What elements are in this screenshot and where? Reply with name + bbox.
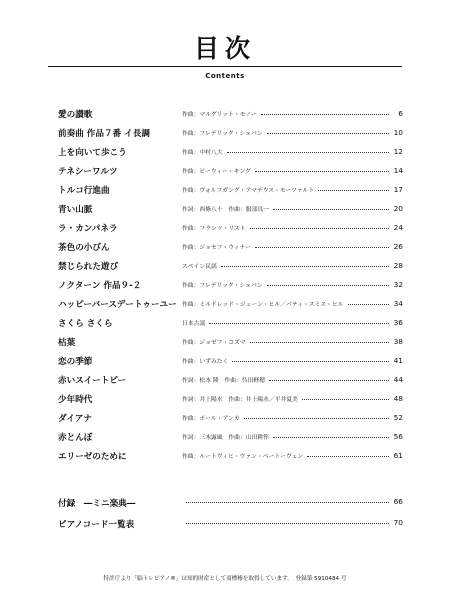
toc-entry	[58, 351, 403, 370]
trademark-notice: 特許庁より「脳トレピアノ®」は知的財産として商標権を取得しています。 登録第 5910484 号	[103, 576, 347, 582]
page-number: 10	[393, 128, 403, 137]
dot-leader	[269, 380, 389, 381]
page-number: 66	[393, 497, 403, 506]
toc-entry	[58, 446, 403, 465]
page-number: 38	[393, 337, 403, 346]
song-title: トルコ行進曲	[58, 185, 110, 196]
page-number: 48	[393, 394, 403, 403]
song-credit: 作詞：三木露風 作曲：山田耕筰	[182, 435, 269, 441]
song-credit: スペイン民謡	[182, 264, 217, 270]
song-credit: 作曲：ピーウィー・キング	[182, 169, 251, 175]
song-credit: 作曲：フランツ・リスト	[182, 226, 246, 232]
dot-leader	[186, 502, 389, 503]
song-title: 赤いスイートピー	[58, 375, 127, 386]
toc-entry	[58, 161, 403, 180]
dot-leader	[267, 285, 389, 286]
toc-entry	[58, 332, 403, 351]
song-title: 少年時代	[58, 394, 93, 405]
toc-entry	[58, 389, 403, 408]
song-title: ノクターン 作品９-２	[58, 280, 142, 291]
song-title: テネシーワルツ	[58, 166, 118, 177]
dot-leader	[273, 437, 389, 438]
page-number: 61	[393, 451, 403, 460]
toc-entry	[58, 294, 403, 313]
dot-leader	[273, 209, 389, 210]
dot-leader	[267, 133, 389, 134]
toc-entry	[58, 313, 403, 332]
toc-entry	[58, 256, 403, 275]
song-credit: 作曲：フレデリック・ショパン	[182, 131, 263, 137]
toc-entry	[58, 237, 403, 256]
song-credit: 作曲：いずみたく	[182, 359, 229, 365]
appendix-list	[58, 492, 403, 534]
dot-leader	[221, 266, 389, 267]
page-number: 52	[393, 413, 403, 422]
dot-leader	[250, 342, 389, 343]
song-title: 茶色の小びん	[58, 242, 110, 253]
toc-entry	[58, 275, 403, 294]
page-number: 26	[393, 242, 403, 251]
song-title: 恋の季節	[58, 356, 93, 367]
song-credit: 作詞：西條八十 作曲：服部良一	[182, 207, 269, 213]
title-divider	[48, 66, 402, 67]
song-credit: 作曲：ジョゼフ・コズマ	[182, 340, 246, 346]
song-title: ダイアナ	[58, 413, 92, 424]
toc-entry	[58, 142, 403, 161]
song-credit: 作曲：ポール・アンカ	[182, 416, 240, 422]
page-number: 17	[393, 185, 403, 194]
toc-entry	[58, 218, 403, 237]
song-title: さくら さくら	[58, 318, 113, 329]
dot-leader	[227, 152, 389, 153]
appendix-entry	[58, 513, 403, 534]
page-number: 6	[398, 109, 403, 118]
song-title: ラ・カンパネラ	[58, 223, 118, 234]
toc-entry	[58, 180, 403, 199]
toc-entry	[58, 370, 403, 389]
song-credit: 作曲：ミルドレッド・ジェーン・ヒル／パティ・スミス・ヒル	[182, 302, 344, 308]
song-title: 青い山脈	[58, 204, 93, 215]
toc-entry	[58, 199, 403, 218]
song-credit: 日本古謡	[182, 321, 206, 327]
dot-leader	[348, 304, 389, 305]
page-subtitle: Contents	[205, 72, 245, 80]
song-title: 愛の讃歌	[58, 109, 93, 120]
song-credit: 作詞：松本 隆 作曲：呉田軽穂	[182, 378, 265, 384]
song-title: 上を向いて歩こう	[58, 147, 127, 158]
dot-leader	[261, 114, 389, 115]
page-number: 12	[393, 147, 403, 156]
song-title: 前奏曲 作品７番 イ長調	[58, 128, 150, 139]
song-credit: 作曲：ヴォルフガング・アマデウス・モーツァルト	[182, 188, 315, 194]
page-number: 56	[393, 432, 403, 441]
dot-leader	[244, 418, 389, 419]
page-title: 目次	[193, 34, 256, 63]
appendix-entry	[58, 492, 403, 513]
dot-leader	[232, 361, 389, 362]
song-title: 枯葉	[58, 337, 76, 348]
song-credit: 作曲：マルグリット・モノー	[182, 112, 257, 118]
page-number: 44	[393, 375, 403, 384]
song-credit: 作詞：井上陽水 作曲：井上陽水／平井夏美	[182, 397, 298, 403]
page-number: 28	[393, 261, 403, 270]
page-number: 24	[393, 223, 403, 232]
song-title: ハッピーバースデートゥーユー	[58, 299, 177, 310]
dot-leader	[250, 228, 389, 229]
page-number: 41	[393, 356, 403, 365]
song-credit: 作曲：中村八大	[182, 150, 223, 156]
page-number: 36	[393, 318, 403, 327]
page-number: 14	[393, 166, 403, 175]
dot-leader	[209, 323, 389, 324]
dot-leader	[307, 456, 389, 457]
dot-leader	[255, 247, 389, 248]
song-credit: 作曲：ジョセフ・ウィナー	[182, 245, 252, 251]
dot-leader	[318, 190, 389, 191]
dot-leader	[302, 399, 389, 400]
toc-entry	[58, 123, 403, 142]
song-title: エリーゼのために	[58, 451, 127, 462]
page-number: 70	[393, 518, 403, 527]
page-number: 20	[393, 204, 403, 213]
toc-list	[58, 104, 403, 465]
song-title: 禁じられた遊び	[58, 261, 119, 272]
page-number: 34	[393, 299, 403, 308]
toc-entry	[58, 427, 403, 446]
song-title: 付録 ―ミニ楽典―	[58, 498, 136, 509]
song-credit: 作曲：ルートヴィヒ・ヴァン・ベートーヴェン	[182, 454, 304, 460]
dot-leader	[186, 523, 389, 524]
toc-entry	[58, 408, 403, 427]
dot-leader	[255, 171, 389, 172]
song-title: 赤とんぼ	[58, 432, 93, 443]
song-title: ピアノコード一覧表	[58, 519, 135, 530]
page-number: 32	[393, 280, 403, 289]
toc-entry	[58, 104, 403, 123]
song-credit: 作曲：フレデリック・ショパン	[182, 283, 263, 289]
